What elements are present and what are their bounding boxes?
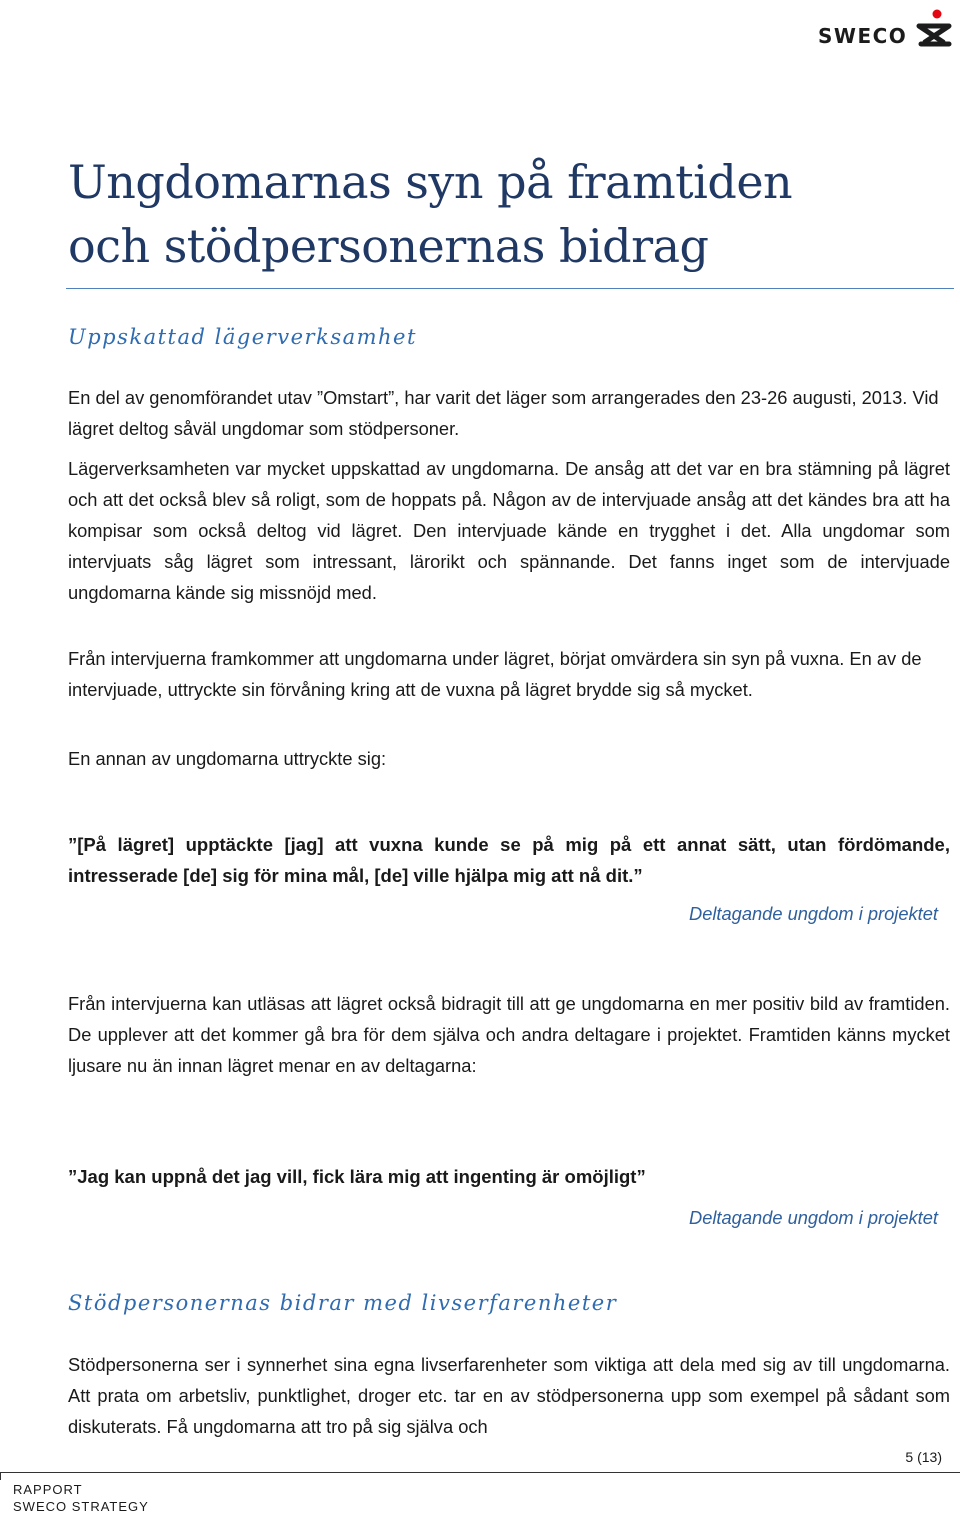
footer-divider [0, 1472, 960, 1473]
title-line-2: och stödpersonernas bidrag [68, 219, 709, 273]
quote-camp-experience: ”[På lägret] upptäckte [jag] att vuxna kunde se på mig på ett annat sätt, utan fördömande, intresserade [de] sig för mina mål, [de] ville hjälpa mig att nå dit.” [68, 834, 950, 886]
footer-report-label: RAPPORT [13, 1482, 83, 1497]
paragraph-intro: En del av genomförandet utav ”Omstart”, har varit det läger som arrangerades den 23-26 augusti, 2013. Vid lägret deltog såväl ungdomar som stödpersoner. [68, 387, 939, 439]
footer-company-label: SWECO STRATEGY [13, 1499, 149, 1514]
quote-attribution-1: Deltagande ungdom i projektet [689, 903, 938, 924]
paragraph-adults-view: Från intervjuerna framkommer att ungdomarna under lägret, börjat omvärdera sin syn på vuxna. En av de intervjuade, uttryckte sin förvåning kring att de vuxna på lägret brydde sig så mycket. [68, 648, 922, 700]
paragraph-camp-appreciated: Lägerverksamheten var mycket uppskattad av ungdomarna. De ansåg att det var en bra stämning på lägret och att det också blev så roligt, som de hoppats på. Någon av de intervjuade ansåg att det kändes bra att ha kompisar som också deltog vid lägret. Den intervjuade kände en trygghet i det. Alla ungdomar som intervjuats såg lägret som intressant, lärorikt och spännande. Det fanns inget som de intervjuade ungdomarna kände sig missnöjd med. [68, 458, 950, 603]
quote-attribution-2: Deltagande ungdom i projektet [689, 1207, 938, 1228]
footer-divider-tick [0, 1472, 1, 1480]
paragraph-life-experience: Stödpersonerna ser i synnerhet sina egna livserfarenheter som viktiga att dela med sig av till ungdomarna. Att prata om arbetsliv, punktlighet, droger etc. tar en av stödpersonerna upp som exempel på sådant som diskuterats. Få ungdomarna att tro på sig själva och [68, 1354, 950, 1437]
section-heading-support-persons: Stödpersonernas bidrar med livserfarenheter [68, 1291, 618, 1315]
logo-wordmark: SWECO [818, 24, 908, 48]
page-title [68, 150, 938, 278]
quote-nothing-impossible: ”Jag kan uppnå det jag vill, fick lära mig att ingenting är omöjligt” [68, 1166, 646, 1187]
paragraph-quote-intro: En annan av ungdomarna uttryckte sig: [68, 748, 387, 769]
sweco-logo [818, 8, 954, 52]
paragraph-future-view: Från intervjuerna kan utläsas att lägret också bidragit till att ge ungdomarna en mer positiv bild av framtiden. De upplever att det kommer gå bra för dem själva och andra deltagare i projektet. Framtiden känns mycket ljusare nu än innan lägret menar en av deltagarna: [68, 993, 950, 1076]
page-number: 5 (13) [905, 1449, 942, 1465]
sweco-figure-icon [915, 8, 953, 48]
title-divider [66, 288, 954, 289]
title-line-1: Ungdomarnas syn på framtiden [68, 155, 793, 209]
section-heading-camp: Uppskattad lägerverksamhet [68, 325, 417, 349]
